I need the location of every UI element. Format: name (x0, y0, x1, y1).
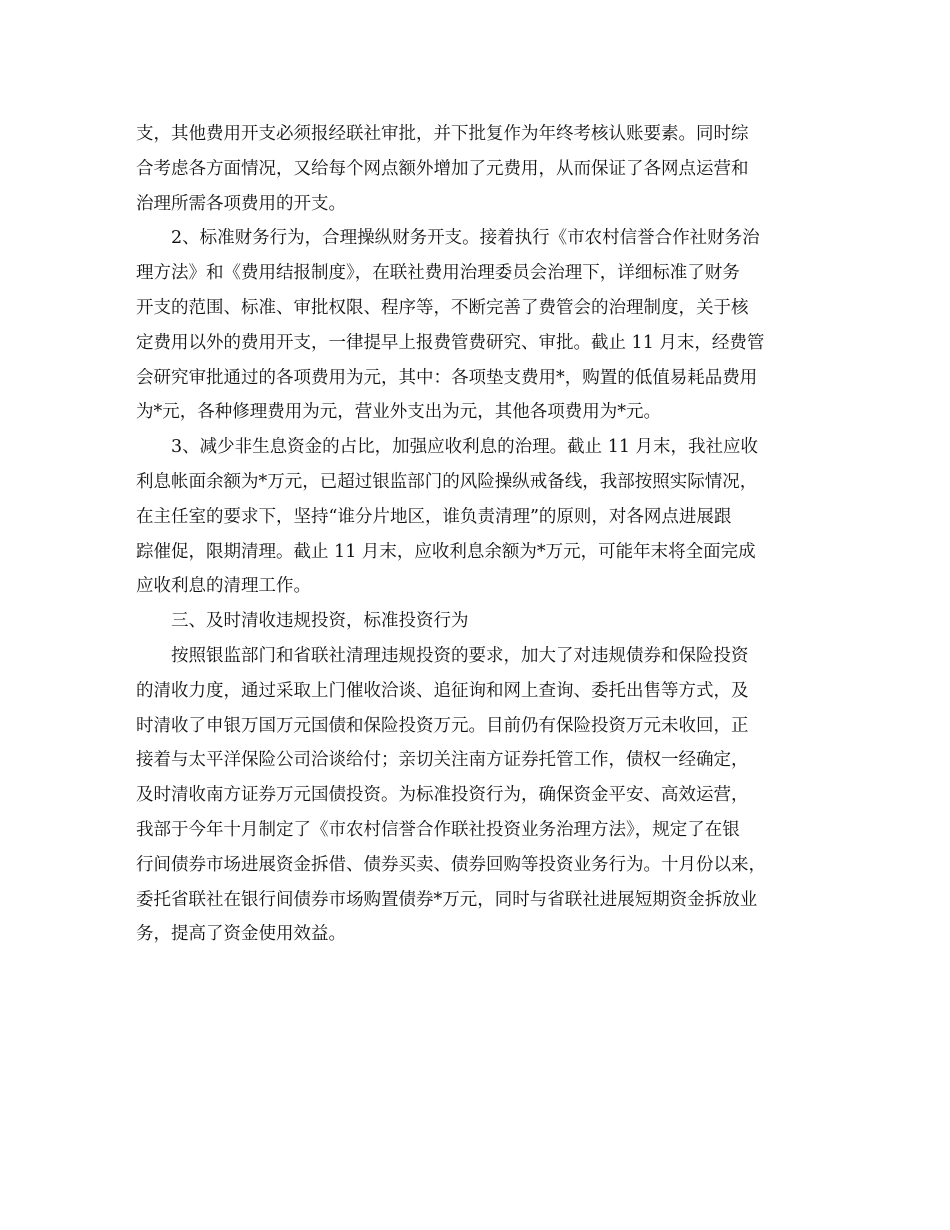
text-line: 3、减少非生息资金的占比，加强应收利息的治理。截止 11 月末，我社应收 (171, 437, 759, 458)
text-line: 行间债券市场进展资金拆借、债券买卖、债券回购等投资业务行为。十月份以来， (136, 854, 766, 875)
text-line: 为*元，各种修理费用为元，营业外支出为元，其他各项费用为*元。 (136, 402, 661, 423)
text-line: 应收利息的清理工作。 (136, 576, 311, 597)
text-line: 务，提高了资金使用效益。 (136, 924, 346, 945)
text-line: 支，其他费用开支必须报经联社审批，并下批复作为年终考核认账要素。同时综 (136, 124, 749, 144)
text-line: 定费用以外的费用开支，一律提早上报费管费研究、审批。截止 11 月末，经费管 (136, 332, 765, 353)
text-line: 及时清收南方证券万元国债投资。为标准投资行为，确保资金平安、高效运营， (136, 785, 749, 806)
text-line: 2、标准财务行为，合理操纵财务开支。接着执行《市农村信誉合作社财务治 (171, 228, 760, 249)
text-line: 踪催促，限期清理。截止 11 月末，应收利息余额为*万元，可能年末将全面完成 (136, 541, 756, 562)
text-line: 在主任室的要求下，坚持“谁分片地区，谁负责清理”的原则，对各网点进展跟 (136, 506, 732, 527)
section-heading: 三、及时清收违规投资，标准投资行为 (171, 611, 469, 632)
text-line: 我部于今年十月制定了《市农村信誉合作联社投资业务治理方法》，规定了在银 (136, 819, 740, 840)
text-line: 接着与太平洋保险公司洽谈给付；亲切关注南方证券托管工作，债权一经确定， (136, 750, 749, 771)
text-line: 利息帐面余额为*万元，已超过银监部门的风险操纵戒备线，我部按照实际情况， (136, 471, 758, 492)
text-line: 会研究审批通过的各项费用为元，其中：各项垫支费用*，购置的低值易耗品费用 (136, 367, 758, 388)
text-line: 开支的范围、标准、审批权限、程序等，不断完善了费管会的治理制度，关于核 (136, 297, 749, 318)
text-line: 治理所需各项费用的开支。 (136, 193, 346, 214)
text-line: 的清收力度，通过采取上门催收洽谈、追征询和网上查询、委托出售等方式，及 (136, 680, 749, 701)
text-line: 合考虑各方面情况，又给每个网点额外增加了元费用，从而保证了各网点运营和 (136, 158, 749, 179)
text-line: 按照银监部门和省联社清理违规投资的要求，加大了对违规债券和保险投资 (171, 645, 749, 666)
text-line: 理方法》和《费用结报制度》，在联社费用治理委员会治理下，详细标准了财务 (136, 263, 740, 284)
document-body (136, 117, 816, 952)
text-line: 委托省联社在银行间债券市场购置债券*万元，同时与省联社进展短期资金拆放业 (136, 889, 758, 910)
text-line: 时清收了申银万国万元国债和保险投资万元。目前仍有保险投资万元未收回，正 (136, 715, 749, 736)
